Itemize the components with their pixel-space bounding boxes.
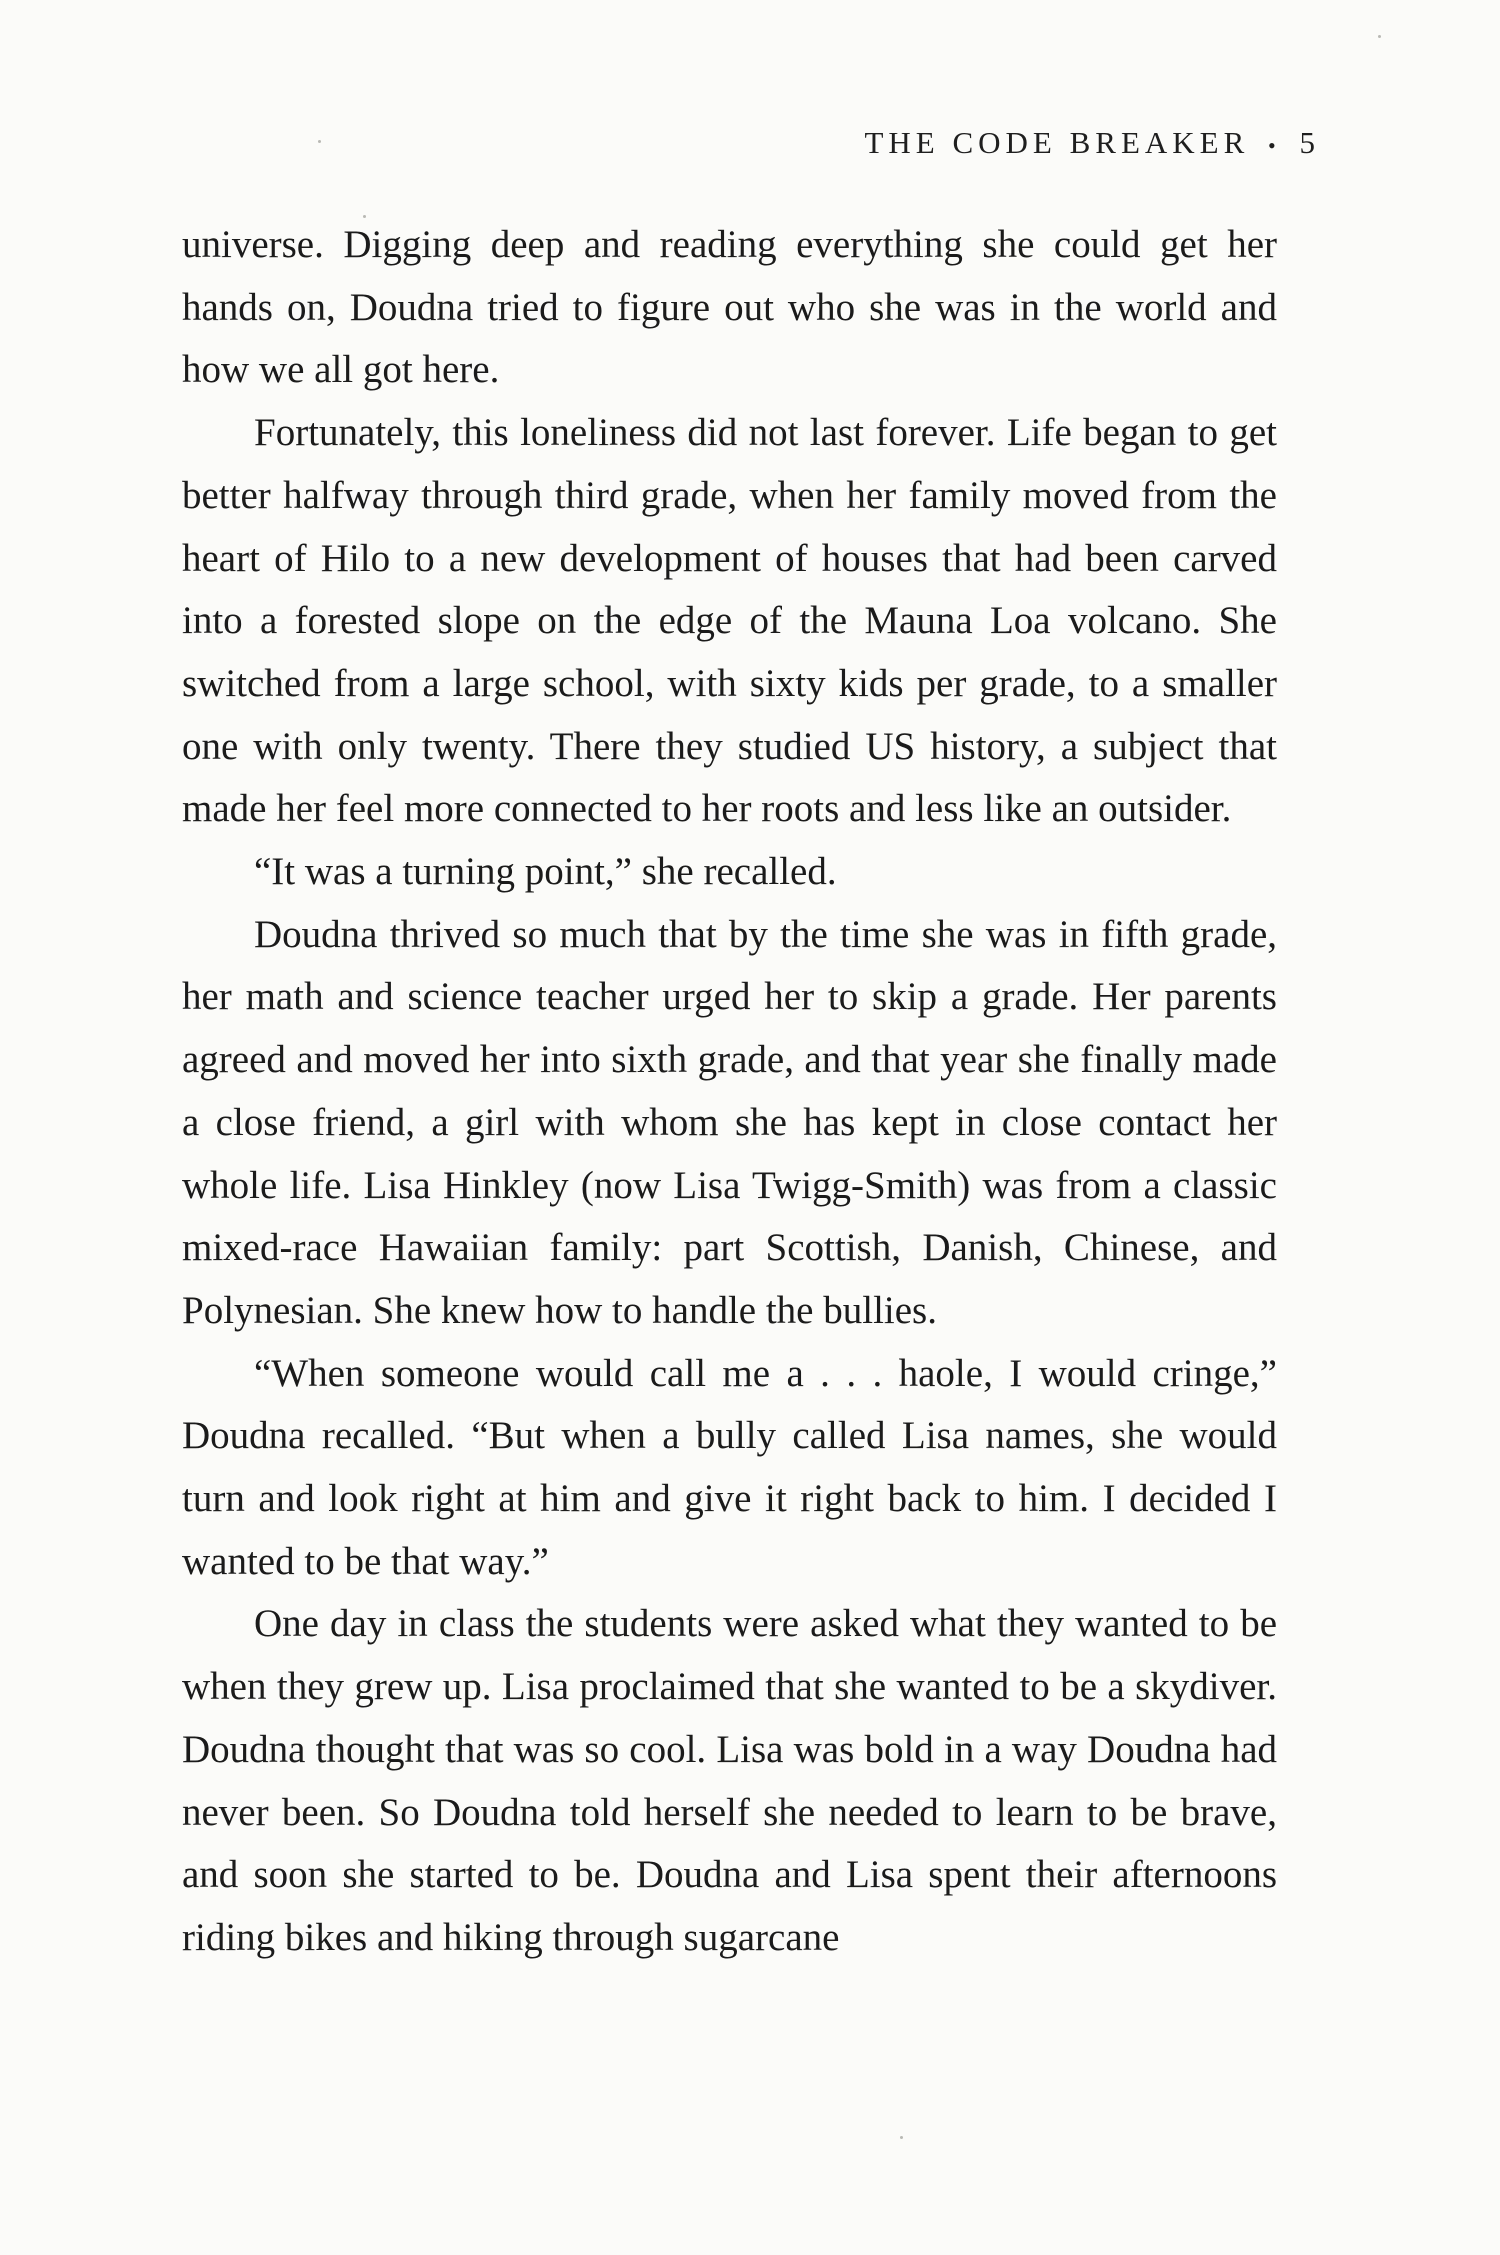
paragraph-6: One day in class the students were asked what they wanted to be when they grew up. Lisa proclaimed that she wanted to be a skydiver. Doudna thought that was so cool. Lisa was bold in a way Doudna had never been. So Doudna told herself she needed to learn to be brave, and soon she started to be. Doudna and Lisa spent their afternoons riding bikes and hiking through sugarcane xyxy=(182,1602,1277,1959)
paragraph-5: “When someone would call me a . . . haole, I would cringe,” Doudna recalled. “But when a bully called Lisa names, she would turn and look right at him and give it right back to him. I decided I wanted to be that way.” xyxy=(182,1351,1277,1583)
body-text xyxy=(182,214,1277,1970)
scan-speck xyxy=(363,215,366,218)
scan-speck xyxy=(1378,35,1381,38)
scan-speck xyxy=(318,140,321,143)
paragraph-4: Doudna thrived so much that by the time she was in fifth grade, her math and science teacher urged her to skip a grade. Her parents agreed and moved her into sixth grade, and that year she finally made a close friend, a girl with whom she has kept in close contact her whole life. Lisa Hinkley (now Lisa Twigg-Smith) was from a classic mixed-race Hawaiian family: part Scottish, Danish, Chinese, and Polynesian. She knew how to handle the bullies. xyxy=(182,912,1277,1332)
scan-speck xyxy=(900,2136,903,2139)
paragraph-2: Fortunately, this loneliness did not last forever. Life began to get better halfway through third grade, when her family moved from the heart of Hilo to a new development of houses that had been carved into a forested slope on the edge of the Mauna Loa volcano. She switched from a large school, with sixty kids per grade, to a smaller one with only twenty. There they studied US history, a subject that made her feel more connected to her roots and less like an outsider. xyxy=(182,411,1277,831)
paragraph-3: “It was a turning point,” she recalled. xyxy=(254,850,837,894)
separator-bullet: • xyxy=(1268,132,1281,158)
running-head xyxy=(864,125,1320,161)
book-title: THE CODE BREAKER xyxy=(864,125,1250,160)
page-number: 5 xyxy=(1299,125,1320,160)
paragraph-1: universe. Digging deep and reading everything she could get her hands on, Doudna tried to figure out who she was in the world and how we all got here. xyxy=(182,223,1277,392)
